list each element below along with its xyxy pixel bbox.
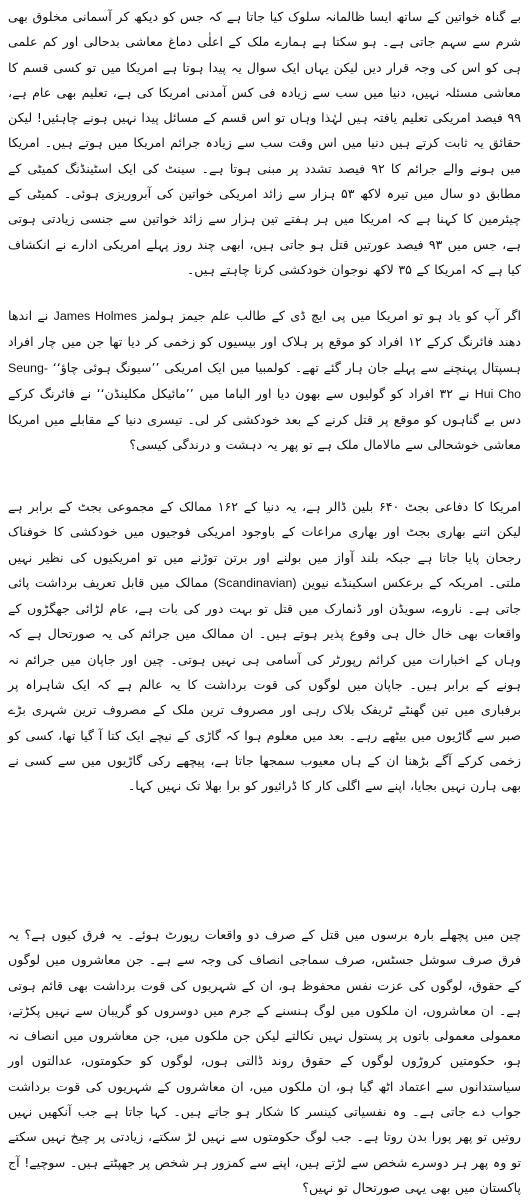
paragraph-women-abuse-crime: بے گناہ خواتین کے ساتھ ایسا ظالمانہ سلوک کیا جاتا ہے کہ جس کو دیکھ کر آسمانی مخلوق بھی شرم سے سہم جاتی ہے۔ ہو سکتا ہے ہمارے ملک کے اعلٰی دماغ معاشی بدحالی اور کم علمی ہی کو اس کی وجہ قرار دیں لیکن یہاں ایک سوال یہ پیدا ہوتا ہے امریکا میں تو کسی قسم کا معاشی مسئلہ نہیں، دنیا میں سب سے زیادہ فی کس آمدنی امریکا کی ہے، تعلیم بھی عام ہے، ۹۹ فیصد امریکی تعلیم یافتہ ہیں لہٰذا وہاں تو اس قسم کے مسائل پیدا نہیں ہونے چاہئیں! لیکن حقائق یہ ثابت کرتے ہیں دنیا میں اس وقت سب سے زیادہ جرائم امریکا میں ہوتے ہیں۔ امریکا میں ہونے والے جرائم کا ۹۲ فیصد تشدد پر مبنی ہوتا ہے۔ سینٹ کی ایک اسٹینڈنگ کمیٹی کے مطابق دو سال میں تیرہ لاکھ ۵۳ ہزار سے زائد امریکی خواتین کی آبروریزی ہوئی۔ کمیٹی کے چیئرمین کا کہنا ہے کہ امریکا میں ہر ہفتے تین ہزار سے زائد خواتین سے جنسی زیادتی ہوتی ہے، جس میں ۹۳ فیصد عورتیں قتل ہو جاتی ہیں، ابھی چند روز پہلے امریکی ادارے نے انکشاف کیا ہے کہ امریکا کے ۳۵ لاکھ نوجوان خودکشی کرنا چاہتے ہیں۔ [8,9,521,277]
paragraph-social-justice: چین میں پچھلے بارہ برسوں میں قتل کے صرف دو واقعات رپورٹ ہوئے۔ یہ فرق کیوں ہے؟ یہ فرق صرف سوشل جسٹس، صرف سماجی انصاف کی وجہ سے ہے۔ جن معاشروں میں لوگوں کے حقوق، لوگوں کی عزت نفس محفوظ ہو، ان کے شہریوں کی قوت برداشت بھی قائم ہوتی ہے۔ ان معاشروں، ان ملکوں میں لوگ ہنسنے کے جرم میں دوسروں کو گریبان سے نہیں پکڑتے، معمولی معمولی باتوں پر پستول نہیں نکالتے لیکن جن ملکوں میں، جن معاشروں میں انصاف نہ ہو، حکومتیں کروڑوں لوگوں کے حقوق روند ڈالتی ہوں، لوگوں کو حکومتوں، عدالتوں اور سیاستدانوں سے اعتماد اٹھ گیا ہو، ان ملکوں میں، ان معاشروں کے شہریوں کی قوت برداشت جواب دے جاتی ہے۔ وہ نفسیاتی کینسر کا شکار ہو جاتے ہیں۔ کہا جاتا ہے جب آنکھیں نہیں روتیں تو پھر پورا بدن روتا ہے۔ جب لوگ حکومتوں سے نہیں لڑ سکتے، زیادتی پر چیخ نہیں سکتے تو وہ پھر ہر دوسرے شخص سے لڑتے ہیں، اپنے سے کمزور ہر شخص پر جھپٹتے ہیں۔ سوچیے! آج پاکستان میں بھی یہی صورتحال تو نہیں؟ [8,927,521,1195]
paragraph-shooting-incidents [8,303,521,494]
paragraph-3-part-a: امریکا کا دفاعی بجٹ ۶۴۰ بلین ڈالر ہے، یہ دنیا کے ۱۶۲ ممالک کے مجموعی بجٹ کے برابر ہے لیکن اتنے بھاری بجٹ اور بھاری مراعات کے باوجود امریکی فوجیوں میں خودکشی کا خوفناک رجحان پایا جاتا ہے جبکہ بلند آواز میں بولنے اور برتن توڑنے میں تو امریکیوں کی نظیر نہیں ملتی۔ امریکہ کے برعکس اسکینڈے نیوین [8,499,521,590]
english-name-seung-hui-cho: Seung-Hui Cho [8,360,522,401]
paragraph-2-part-a: اگر آپ کو یاد ہو تو امریکا میں پی ایچ ڈی کے طالب علم جیمز ہولمز [142,308,521,323]
paragraph-defense-budget-tolerance [8,494,521,922]
paragraph-2-part-c: نے ۳۲ افراد کو گولیوں سے بھون دیا اور الباما میں ’’مائیکل مکلینڈن‘‘ نے فائرنگ کرکے دس بے گناہوں کو موقع پر قتل کرنے کے بعد خودکشی کر لی۔ تیسری دنیا کے مقابلے میں امریکا معاشی خوشحالی سے مالامال ملک ہے تو پھر یہ دہشت و درندگی کیسی؟ [8,385,521,453]
english-name-james-holmes: James Holmes [53,309,137,323]
paragraph-2-part-b: نے اندھا دھند فائرنگ کرکے ۱۲ افراد کو موقع پر ہلاک اور بیسیوں کو زخمی کر دیا تھا جن میں چار افراد ہسپتال پہنچنے سے پہلے جان ہار گئے تھے۔ کولمبیا میں ایک امریکی ’’سیونگ ہوئی چاؤ‘‘ [8,308,522,375]
paragraph-3-part-b: ممالک میں قابل تعریف برداشت پائی جاتی ہے۔ ناروے، سویڈن اور ڈنمارک میں قتل تو بہت دور کی بات ہے، عام لڑائی جھگڑوں کے واقعات بھی خال خال ہی وقوع پذیر ہوتے ہیں۔ ان ممالک میں جرائم کی یہ صورتحال ہے کہ وہاں کے اخبارات میں کرائم رپورٹر کی آسامی ہی نہیں ہوتی۔ چین اور جاپان میں جرائم نہ ہونے کے برابر ہیں۔ جاپان میں لوگوں کی قوت برداشت کا یہ عالم ہے کہ ایک شاہراہ پر برفباری میں تین گھنٹے ٹریفک بلاک رہی اور مصروف ترین ملک کے مصروف ترین شہری بڑے صبر سے گاڑیوں میں بیٹھے رہے۔ بعد میں معلوم ہوا کہ گاڑی کے نیچے ایک کتا آ گیا تھا، کسی کو زخمی کرکے آگے بڑھنا ان کے ہاں معیوب سمجھا جاتا ہے، پیچھے رکی گاڑیوں میں سے کسی نے بھی ہارن نہیں بجایا، اپنے سے اگلی کار کا ڈرائیور کو برا بھلا تک نہیں کہا۔ [8,574,521,794]
english-word-scandinavian: (Scandinavian) [213,575,297,590]
